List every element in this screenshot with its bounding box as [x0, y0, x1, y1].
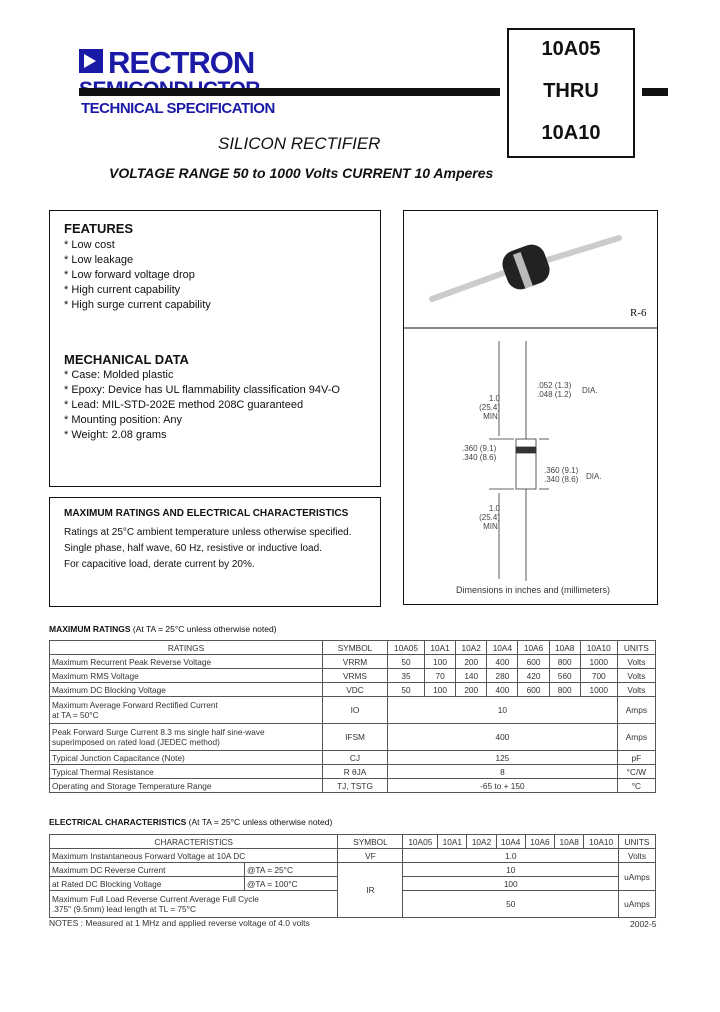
elec-table [49, 834, 656, 918]
dim-label: 1.0 (25.4) MIN. [479, 394, 500, 421]
diode-photo-icon [432, 238, 619, 299]
list-item: * Low leakage [64, 254, 134, 266]
mech-heading: MECHANICAL DATA [64, 352, 189, 367]
rectron-logo-icon [79, 49, 103, 73]
part-line-3: 10A10 [541, 122, 601, 144]
part-line-2: THRU [543, 80, 599, 102]
brand-name: RECTRON [108, 45, 255, 80]
dim-label: .360 (9.1) .340 (8.6) [462, 444, 497, 462]
table-row: Operating and Storage Temperature Range TJ, TSTG -65 to + 150 °C [50, 779, 656, 793]
table-header-row: CHARACTERISTICS SYMBOL 10A05 10A1 10A2 10A4 10A6 10A8 10A10 UNITS [50, 835, 656, 849]
list-item: * Epoxy: Device has UL flammability classification 94V-O [64, 384, 340, 396]
table-row: Maximum Average Forward Rectified Current at TA = 50°C IO 10 Amps [50, 697, 656, 724]
max-ratings-table [49, 640, 656, 793]
table-row: at Rated DC Blocking Voltage @TA = 100°C 100 [50, 877, 656, 891]
table-row: Maximum Instantaneous Forward Voltage at 10A DC VF 1.0 Volts [50, 849, 656, 863]
list-item: * Lead: MIL-STD-202E method 208C guaranteed [64, 399, 304, 411]
table-row: Maximum DC Blocking Voltage VDC 50 100 200 400 600 800 1000 Volts [50, 683, 656, 697]
table-row: Maximum Full Load Reverse Current Average Full Cycle .375" (9.5mm) lead length at TL = 75°C 50 uAmps [50, 891, 656, 918]
list-item: * Low forward voltage drop [64, 269, 195, 281]
list-item: * Weight: 2.08 grams [64, 429, 167, 441]
dim-label: .360 (9.1) .340 (8.6) [544, 466, 579, 484]
package-drawing-box [403, 210, 658, 605]
features-box [49, 210, 381, 487]
ratings-info-lines [64, 525, 351, 573]
dim-label: .052 (1.3) .048 (1.2) [537, 381, 572, 399]
dim-label: DIA. [586, 472, 602, 481]
header-rule-right [642, 88, 668, 96]
tech-spec-label: TECHNICAL SPECIFICATION [81, 100, 275, 117]
table-row: Maximum Recurrent Peak Reverse Voltage VRRM 50 100 200 400 600 800 1000 Volts [50, 655, 656, 669]
notes: NOTES : Measured at 1 MHz and applied reverse voltage of 4.0 volts [49, 918, 310, 928]
package-label: R-6 [630, 307, 647, 319]
list-item: * High surge current capability [64, 299, 211, 311]
dim-label: 1.0 (25.4) MIN. [479, 504, 500, 531]
table-row: Peak Forward Surge Current 8.3 ms single half sine-wave superimposed on rated load (JEDEC method) IFSM 400 Amps [50, 724, 656, 751]
ratings-line: Ratings at 25°C ambient temperature unless otherwise specified. [64, 527, 352, 538]
list-item: * Mounting position: Any [64, 414, 183, 426]
table-row: Maximum RMS Voltage VRMS 35 70 140 280 420 560 700 Volts [50, 669, 656, 683]
table-row: Maximum DC Reverse Current @TA = 25°C IR 10 uAmps [50, 863, 656, 877]
ratings-info-heading: MAXIMUM RATINGS AND ELECTRICAL CHARACTERISTICS [64, 508, 349, 519]
part-number-box [507, 28, 635, 158]
mech-list [64, 368, 340, 443]
ratings-line: For capacitive load, derate current by 20%. [64, 559, 255, 570]
dim-label: DIA. [582, 386, 598, 395]
features-list [64, 238, 211, 313]
elec-title: ELECTRICAL CHARACTERISTICS (At TA = 25°C unless otherwise noted) [49, 817, 333, 827]
features-heading: FEATURES [64, 221, 134, 236]
table-row: Typical Thermal Resistance R θJA 8 °C/W [50, 765, 656, 779]
ratings-info-box [49, 497, 381, 607]
doc-title: SILICON RECTIFIER [218, 134, 381, 153]
table-header-row: RATINGS SYMBOL 10A05 10A1 10A2 10A4 10A6 10A8 10A10 UNITS [50, 641, 656, 655]
doc-code: 2002-5 [630, 919, 657, 929]
dimension-drawing [489, 341, 549, 581]
list-item: * Case: Molded plastic [64, 369, 174, 381]
header-rule-left [79, 88, 500, 96]
list-item: * Low cost [64, 239, 115, 251]
part-line-1: 10A05 [541, 38, 601, 60]
dimensions-caption: Dimensions in inches and (millimeters) [456, 585, 611, 595]
package-drawing [404, 211, 657, 604]
max-ratings-title: MAXIMUM RATINGS (At TA = 25°C unless otherwise noted) [49, 624, 277, 634]
doc-subtitle: VOLTAGE RANGE 50 to 1000 Volts CURRENT 10 Amperes [109, 165, 494, 181]
ratings-line: Single phase, half wave, 60 Hz, resistive or inductive load. [64, 543, 322, 554]
table-row: Typical Junction Capacitance (Note) CJ 125 pF [50, 751, 656, 765]
list-item: * High current capability [64, 284, 181, 296]
